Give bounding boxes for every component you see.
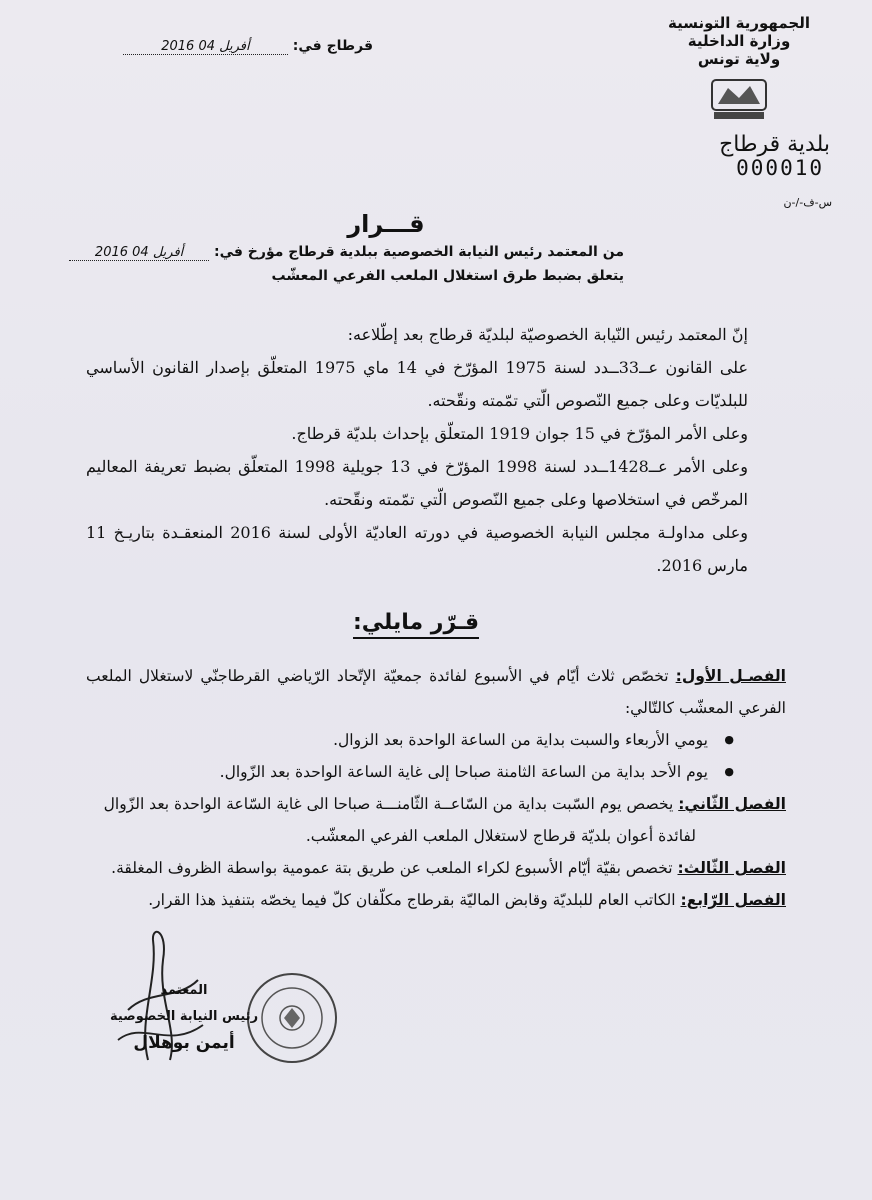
subtitle-issuer: من المعتمد رئيس النيابة الخصوصية ببلدية قرطاج مؤرخ في: [213, 244, 624, 260]
document-title: قـــرار [347, 210, 425, 238]
article-2-text: يخصص يوم السّبت بداية من السّاعــة الثّامنـــة صباحا الى غاية السّاعة الواحدة بعد الزّوال [103, 795, 679, 813]
place-date [118, 38, 373, 55]
list-item: ● يومي الأربعاء والسبت بداية من الساعة الواحدة بعد الزوال. [86, 724, 708, 756]
article-3 [86, 852, 786, 884]
municipality-name: بلدية قرطاج [719, 132, 830, 157]
list-item: ● يوم الأحد بداية من الساعة الثامنة صباحا إلى غاية الساعة الواحدة بعد الزّوال. [86, 756, 708, 788]
articles [86, 660, 786, 916]
preamble-paragraph: وعلى مداولـة مجلس النيابة الخصوصية في دورته العاديّة الأولى لسنة 2016 المنعقـدة بتاريـخ 11 مارس 2016. [86, 523, 748, 575]
article-2-continuation: لفائدة أعوان بلديّة قرطاج لاستغلال الملعب الفرعي المعشّب. [305, 827, 696, 845]
article-2-label: الفصل الثّاني: [678, 795, 786, 813]
subtitle-date: 2016 أفريل 04 [69, 245, 209, 261]
registration-code: س-ف-/-ن [783, 196, 832, 209]
letterhead [634, 14, 844, 126]
signatory-role: رئيس النيابة الخصوصية [109, 1009, 259, 1024]
signature-block [104, 978, 264, 1056]
registration-number: 000010 [736, 156, 824, 180]
article-1-list [86, 724, 786, 788]
ministry-line: وزارة الداخلية [687, 32, 791, 50]
preamble-paragraph: وعلى الأمر المؤرّخ في 15 جوان 1919 المتعلّق بإحداث بلديّة قرطاج. [291, 424, 748, 443]
place-date-label: قرطاج في: [292, 38, 373, 54]
subtitle-line-2: يتعلق بضبط طرق استغلال الملعب الفرعي المعشّب [271, 268, 624, 284]
decision-heading: قـرّر مايلي: [0, 610, 872, 635]
signatory-name: أيمن بوهلال [133, 1033, 235, 1053]
article-2 [86, 788, 786, 820]
article-4-text: الكاتب العام للبلديّة وقابض الماليّة بقرطاج مكلّفان كلّ فيما يخصّه بتنفيذ هذا القرار. [148, 891, 681, 909]
subtitle-line-1 [69, 244, 624, 261]
governorate-line: ولاية تونس [697, 50, 781, 68]
preamble-intro: إنّ المعتمد رئيس النّيابة الخصوصيّة لبلديّة قرطاج بعد إطّلاعه: [347, 325, 748, 344]
article-1 [86, 660, 786, 724]
preamble [86, 318, 774, 582]
preamble-paragraph: على القانون عــ33ــدد لسنة 1975 المؤرّخ في 14 ماي 1975 المتعلّق بإصدار القانون الأساسي للبلديّات وعلى جميع النّصوص الّتي تمّمته ونقّحته. [86, 358, 749, 410]
article-1-text: تخصّص ثلاث أيّام في الأسبوع لفائدة جمعيّة الإتّحاد الرّياضي القرطاجنّي لاستغلال الملعب الفرعي المعشّب كالتّالي: [86, 667, 786, 717]
article-4 [86, 884, 786, 916]
article-1-label: الفصـل الأول: [675, 667, 786, 685]
article-3-text: تخصص بقيّة أيّام الأسبوع لكراء الملعب عن طريق بتة عمومية بواسطة الظروف المغلقة. [111, 859, 678, 877]
republic-line: الجمهورية التونسية [668, 14, 810, 32]
signatory-title: المعتمد [160, 983, 208, 998]
municipality-emblem-icon [700, 76, 778, 122]
place-date-value: 2016 أفريل 04 [123, 39, 288, 55]
article-3-label: الفصل الثّالث: [677, 859, 786, 877]
preamble-paragraph: وعلى الأمر عــ1428ــدد لسنة 1998 المؤرّخ في 13 جويلية 1998 المتعلّق بضبط تعريفة المعاليم المرخّص في استخلاصها وعلى جميع النّصوص الّتي تمّمته ونقّحته. [86, 457, 749, 509]
article-4-label: الفصل الرّابع: [680, 891, 786, 909]
